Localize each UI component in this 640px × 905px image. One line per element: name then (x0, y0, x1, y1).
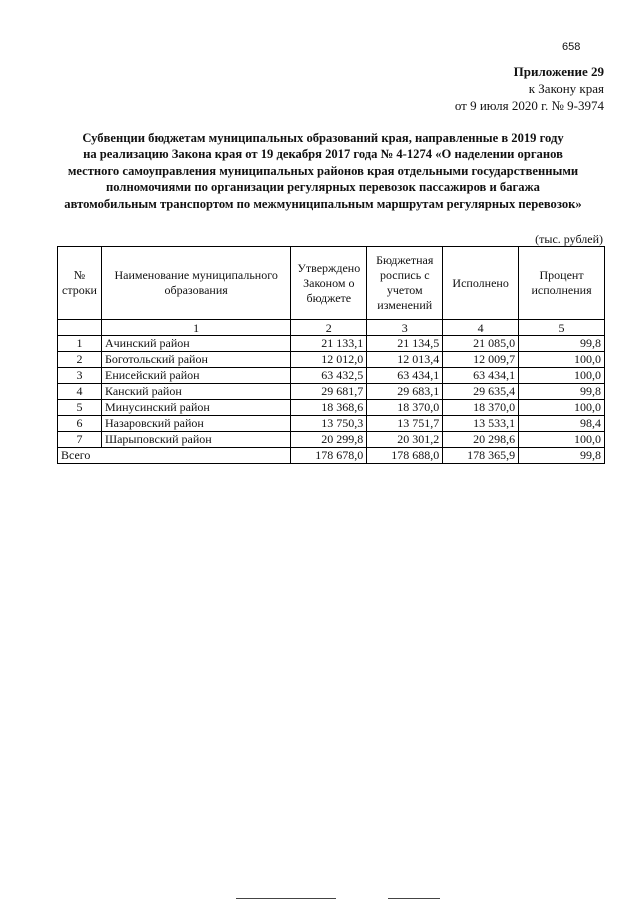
approved-value: 20 299,8 (291, 432, 367, 448)
executed-value: 21 085,0 (443, 336, 519, 352)
municipality-name: Ачинский район (101, 336, 290, 352)
total-executed: 178 365,9 (443, 448, 519, 464)
row-number: 2 (58, 352, 102, 368)
unit-label: (тыс. рублей) (535, 232, 603, 246)
appendix-title: Приложение 29 (513, 64, 604, 79)
title-line: Субвенции бюджетам муниципальных образований края, направленные в 2019 году (82, 131, 564, 145)
row-number: 5 (58, 400, 102, 416)
table-row (58, 384, 605, 400)
executed-value: 12 009,7 (443, 352, 519, 368)
column-number: 3 (367, 320, 443, 336)
row-number: 6 (58, 416, 102, 432)
header-budget-schedule: Бюджетная роспись с учетом изменений (367, 247, 443, 320)
municipality-name: Боготольский район (101, 352, 290, 368)
title-line: местного самоуправления муниципальных районов края отдельными государственными (67, 163, 579, 178)
table-row (58, 400, 605, 416)
column-number-blank (58, 320, 102, 336)
header-percent: Процент исполнения (519, 247, 605, 320)
document-title (40, 130, 606, 212)
footer-divider (388, 898, 440, 899)
row-number: 4 (58, 384, 102, 400)
total-label: Всего (58, 448, 291, 464)
executed-value: 63 434,1 (443, 368, 519, 384)
header-approved: Утверждено Законом о бюджете (291, 247, 367, 320)
title-line: полномочиями по организации регулярных перевозок пассажиров и багажа (106, 180, 540, 195)
approved-value: 29 681,7 (291, 384, 367, 400)
appendix-law-ref: к Закону края (528, 81, 604, 96)
table-row (58, 432, 605, 448)
header-municipality: Наименование муниципального образования (101, 247, 290, 320)
percent-value: 100,0 (519, 368, 605, 384)
budget-value: 20 301,2 (367, 432, 443, 448)
executed-value: 20 298,6 (443, 432, 519, 448)
municipality-name: Шарыповский район (101, 432, 290, 448)
footer-divider (236, 898, 336, 899)
percent-value: 100,0 (519, 352, 605, 368)
column-number-row (58, 320, 605, 336)
title-line: на реализацию Закона края от 19 декабря 2017 года № 4-1274 «О наделении органов (83, 147, 563, 162)
appendix-block (455, 63, 604, 114)
percent-value: 98,4 (519, 416, 605, 432)
header-executed: Исполнено (443, 247, 519, 320)
approved-value: 63 432,5 (291, 368, 367, 384)
appendix-law-date: от 9 июля 2020 г. № 9-3974 (454, 98, 604, 113)
row-number: 3 (58, 368, 102, 384)
budget-value: 21 134,5 (367, 336, 443, 352)
executed-value: 29 635,4 (443, 384, 519, 400)
table-row (58, 368, 605, 384)
budget-value: 63 434,1 (367, 368, 443, 384)
row-number: 1 (58, 336, 102, 352)
municipality-name: Назаровский район (101, 416, 290, 432)
total-percent: 99,8 (519, 448, 605, 464)
total-approved: 178 678,0 (291, 448, 367, 464)
municipality-name: Енисейский район (101, 368, 290, 384)
approved-value: 12 012,0 (291, 352, 367, 368)
table-row (58, 336, 605, 352)
column-number: 1 (101, 320, 290, 336)
row-number: 7 (58, 432, 102, 448)
header-row-number: № строки (58, 247, 102, 320)
title-line: автомобильным транспортом по межмуниципальным маршрутам регулярных перевозок» (64, 196, 582, 211)
executed-value: 13 533,1 (443, 416, 519, 432)
total-row (58, 448, 605, 464)
executed-value: 18 370,0 (443, 400, 519, 416)
budget-value: 12 013,4 (367, 352, 443, 368)
total-budget: 178 688,0 (367, 448, 443, 464)
column-number: 4 (443, 320, 519, 336)
approved-value: 13 750,3 (291, 416, 367, 432)
percent-value: 99,8 (519, 384, 605, 400)
percent-value: 99,8 (519, 336, 605, 352)
column-number: 2 (291, 320, 367, 336)
column-number: 5 (519, 320, 605, 336)
approved-value: 18 368,6 (291, 400, 367, 416)
percent-value: 100,0 (519, 400, 605, 416)
municipality-name: Канский район (101, 384, 290, 400)
table-header-row (58, 247, 605, 320)
approved-value: 21 133,1 (291, 336, 367, 352)
budget-value: 13 751,7 (367, 416, 443, 432)
table-row (58, 352, 605, 368)
table-row (58, 416, 605, 432)
municipality-name: Минусинский район (101, 400, 290, 416)
page-number: 658 (562, 41, 581, 53)
subvention-table (57, 246, 605, 464)
budget-value: 29 683,1 (367, 384, 443, 400)
budget-value: 18 370,0 (367, 400, 443, 416)
percent-value: 100,0 (519, 432, 605, 448)
